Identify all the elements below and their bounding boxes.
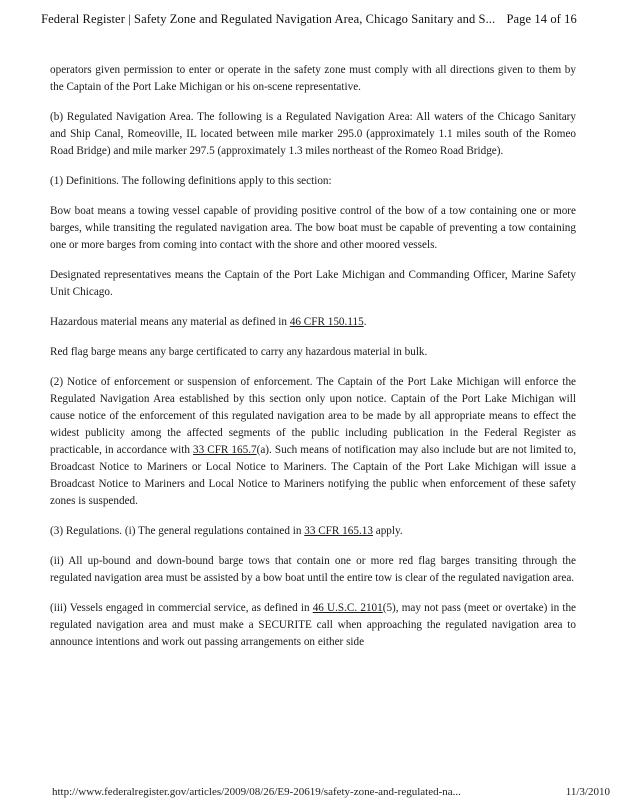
header-page-number: Page 14 of 16 xyxy=(506,12,577,26)
paragraph-commercial-vessels xyxy=(50,600,576,651)
paragraph-bow-boat-definition: Bow boat means a towing vessel capable of providing positive control of the bow of a tow containing one or more barges, while transiting the regulated navigation area. The bow boat must be capable of preventing a tow containing one or more barges from coming into contact with the shore and other moored vessels. xyxy=(50,205,576,251)
paragraph-hazardous-material xyxy=(50,314,576,331)
paragraph-barge-tows: (ii) All up-bound and down-bound barge tows that contain one or more red flag barges transiting through the regulated navigation area must be assisted by a bow boat until the entire tow is clear of the regulated navigation area. xyxy=(50,555,576,584)
document-body xyxy=(50,62,576,664)
footer-url: http://www.federalregister.gov/articles/2009/08/26/E9-20619/safety-zone-and-regulated-na... xyxy=(52,786,461,798)
paragraph-regulated-navigation-area: (b) Regulated Navigation Area. The following is a Regulated Navigation Area: All waters of the Chicago Sanitary and Ship Canal, Romeoville, IL located between mile marker 295.0 (approximately 1.1 miles south of the Romeo Road Bridge) and mile marker 297.5 (approximately 1.3 miles northeast of the Romeo Road Bridge). xyxy=(50,111,576,157)
page-footer xyxy=(52,786,610,798)
header-title: Federal Register | Safety Zone and Regulated Navigation Area, Chicago Sanitary and S... xyxy=(41,12,496,26)
link-46-cfr-150-115[interactable]: 46 CFR 150.115 xyxy=(289,316,364,328)
text-segment: apply. xyxy=(372,525,403,537)
text-segment: . xyxy=(363,316,367,328)
text-segment: Hazardous material means any material as defined in xyxy=(50,316,290,328)
text-segment: (a). Such means of notification may also include but are not limited to, Broadcast Notice to Mariners or Local Notice to Mariners. The Captain of the Port Lake Michigan will issue a Broadcast Notice to Mariners and Local Notice to Mariners notifying the public when enforcement of these safety zones is suspended. xyxy=(50,444,576,507)
paragraph-designated-representatives: Designated representatives means the Captain of the Port Lake Michigan and Commanding Officer, Marine Safety Unit Chicago. xyxy=(50,269,576,298)
link-33-cfr-165-7[interactable]: 33 CFR 165.7 xyxy=(192,444,257,456)
paragraph-red-flag-barge: Red flag barge means any barge certificated to carry any hazardous material in bulk. xyxy=(50,346,428,358)
paragraph-notice-of-enforcement xyxy=(50,374,576,510)
text-segment: (2) Notice of enforcement or suspension of enforcement. The Captain of the Port Lake Michigan will enforce the Regulated Navigation Area established by this section only upon notice. Captain of the Port Lake Michigan will cause notice of the enforcement of this regulated navigation area to be made by all appropriate means to effect the widest publicity among the affected segments of the public including publication in the Federal Register as practicable, in accordance with xyxy=(50,376,576,456)
text-segment: (3) Regulations. (i) The general regulations contained in xyxy=(50,525,305,537)
paragraph-regulations-general xyxy=(50,523,576,540)
text-segment: (iii) Vessels engaged in commercial service, as defined in xyxy=(50,602,313,614)
link-46-usc-2101[interactable]: 46 U.S.C. 2101 xyxy=(312,602,383,614)
footer-date: 11/3/2010 xyxy=(565,786,610,798)
page-header xyxy=(0,12,618,27)
paragraph-definitions-intro: (1) Definitions. The following definitions apply to this section: xyxy=(50,175,332,187)
paragraph-safety-zone-continuation: operators given permission to enter or operate in the safety zone must comply with all directions given to them by the Captain of the Port Lake Michigan or his on-scene representative. xyxy=(50,64,576,93)
link-33-cfr-165-13[interactable]: 33 CFR 165.13 xyxy=(304,525,373,537)
text-segment: (5), may not pass (meet or overtake) in the regulated navigation area and must make a SECURITE call when approaching the regulated navigation area to announce intentions and work out passing arrangements on either side xyxy=(50,602,577,648)
